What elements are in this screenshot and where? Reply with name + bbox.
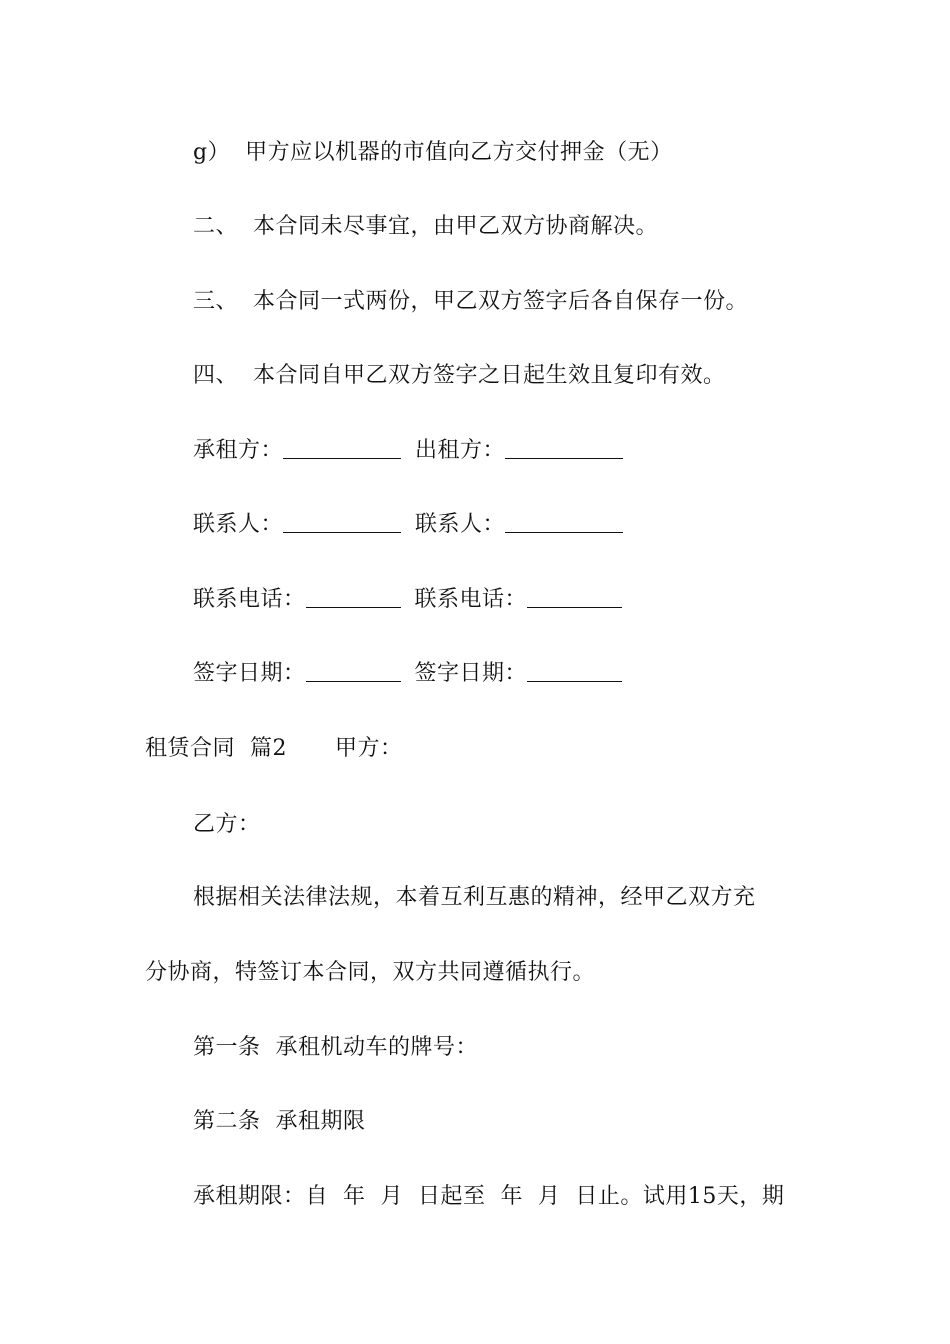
intro-line-1: 根据相关法律法规，本着互利互惠的精神，经甲乙双方充: [193, 885, 756, 910]
party-a-label: 甲方：: [334, 736, 403, 761]
lessee-blank: [283, 436, 401, 459]
signature-row-dates: [193, 659, 622, 689]
clause-2: 二、 本合同未尽事宜，由甲乙双方协商解决。: [193, 214, 658, 239]
phone-label-right: 联系电话：: [414, 587, 528, 612]
signature-row-phones: [193, 585, 622, 615]
phone-label-left: 联系电话：: [193, 587, 306, 612]
article-2: 第二条 承租期限: [193, 1109, 366, 1134]
date-blank-right: [527, 659, 622, 682]
intro-line-2: 分协商，特签订本合同，双方共同遵循执行。: [145, 960, 596, 985]
signature-row-contacts: [193, 510, 623, 540]
phone-blank-right: [527, 585, 622, 608]
date-label-left: 签字日期：: [193, 661, 306, 686]
clause-g: g） 甲方应以机器的市值向乙方交付押金（无）: [193, 140, 673, 165]
date-blank-left: [306, 659, 401, 682]
phone-blank-left: [306, 585, 401, 608]
contact-blank-left: [283, 510, 401, 533]
lessee-label: 承租方：: [193, 438, 284, 463]
contact-label-left: 联系人：: [193, 512, 284, 537]
contract2-heading-row: [145, 734, 403, 764]
contract2-heading: 租赁合同 篇2: [145, 736, 287, 761]
article-1: 第一条 承租机动车的牌号：: [193, 1035, 478, 1060]
lessor-blank: [505, 436, 623, 459]
party-b-label: 乙方：: [193, 812, 261, 837]
lessor-label: 出租方：: [415, 438, 506, 463]
clause-3: 三、 本合同一式两份，甲乙双方签字后各自保存一份。: [193, 289, 748, 314]
contact-label-right: 联系人：: [415, 512, 506, 537]
clause-4: 四、 本合同自甲乙双方签字之日起生效且复印有效。: [193, 363, 726, 388]
date-label-right: 签字日期：: [414, 661, 528, 686]
term-line: 承租期限：自 年 月 日起至 年 月 日止。试用15天，期: [193, 1184, 785, 1209]
contact-blank-right: [505, 510, 623, 533]
signature-row-parties: [193, 436, 623, 466]
